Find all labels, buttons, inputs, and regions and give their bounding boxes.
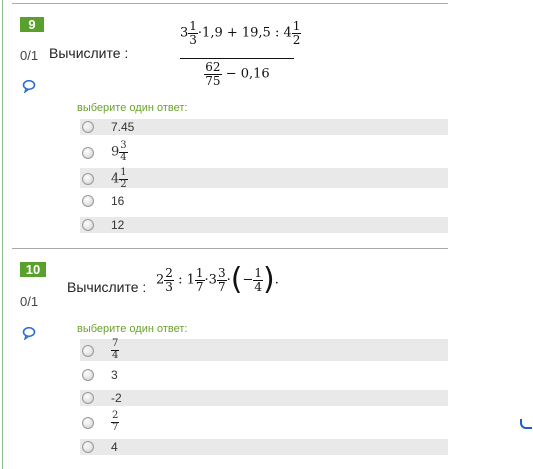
option-label: 3 [111, 368, 118, 382]
expr-term: 2 [156, 272, 165, 288]
expr-numerator: 3 [217, 265, 226, 280]
expr-denominator: 3 [189, 32, 197, 47]
expr-denominator: 2 [292, 32, 301, 47]
radio-button[interactable] [82, 417, 94, 429]
question-prompt: Вычислите : [49, 45, 129, 61]
option-denominator: 2 [120, 178, 127, 190]
answer-option[interactable] [80, 119, 448, 135]
option-label [111, 411, 119, 433]
radio-button[interactable] [82, 219, 94, 231]
question-divider [12, 248, 448, 249]
option-numerator: 2 [112, 410, 119, 421]
option-whole: 4 [111, 171, 120, 187]
radio-button[interactable] [82, 441, 94, 453]
answer-option[interactable] [80, 168, 448, 188]
expr-operator: · [226, 272, 231, 288]
answer-option[interactable] [80, 193, 448, 209]
comment-icon[interactable] [22, 79, 36, 93]
expr-paren: ) [262, 262, 275, 297]
left-border [2, 0, 3, 469]
option-label [111, 141, 128, 163]
answer-hint: выберите один ответ: [77, 323, 188, 335]
radio-button[interactable] [82, 345, 94, 357]
expr-term: 3 [208, 272, 217, 288]
answer-option[interactable] [80, 217, 448, 233]
expr-numerator: 1 [254, 265, 262, 280]
expr-denominator: 7 [195, 279, 204, 294]
option-whole: 9 [111, 144, 120, 160]
expr-denominator: 7 [217, 279, 226, 294]
expr-numerator: 1 [195, 265, 204, 280]
answer-option[interactable] [80, 439, 448, 455]
answer-option[interactable] [80, 140, 448, 163]
radio-button[interactable] [82, 147, 94, 159]
top-divider [12, 3, 448, 4]
expr-numerator: 1 [189, 19, 197, 33]
option-numerator: 7 [112, 338, 119, 349]
expr-term: − 0,16 [225, 66, 270, 82]
option-label: -2 [111, 391, 122, 405]
expr-denominator: 4 [254, 279, 262, 294]
option-label [111, 168, 128, 190]
option-label: 12 [111, 218, 125, 232]
expr-numerator: 62 [205, 60, 221, 74]
expr-denominator: 75 [205, 73, 221, 88]
expr-term: ·1,9 + 19,5 : 4 [197, 25, 292, 41]
radio-button[interactable] [82, 173, 94, 185]
radio-button[interactable] [82, 369, 94, 381]
option-denominator: 7 [112, 421, 119, 433]
question-prompt: Вычислите : [67, 279, 147, 295]
answer-option[interactable] [80, 339, 448, 361]
expr-term: 3 [180, 25, 189, 41]
option-denominator: 4 [120, 151, 127, 163]
question-number-badge: 10 [20, 262, 46, 277]
expr-paren: ( [230, 262, 243, 297]
expr-term: 1 [186, 272, 195, 288]
expr-operator: : [178, 272, 183, 288]
expr-operator: · [204, 272, 209, 288]
question-expression [180, 19, 301, 88]
radio-button[interactable] [82, 121, 94, 133]
expr-numerator: 1 [292, 19, 301, 33]
option-label: 4 [111, 440, 118, 454]
option-label: 16 [111, 194, 125, 208]
question-score: 0/1 [20, 48, 39, 63]
question-expression [156, 262, 279, 297]
option-numerator: 1 [120, 167, 127, 178]
expr-operator: − [242, 272, 254, 288]
question-score: 0/1 [20, 294, 39, 309]
answer-hint: выберите один ответ: [77, 102, 188, 114]
option-label [111, 339, 119, 361]
radio-button[interactable] [82, 195, 94, 207]
answer-option[interactable] [80, 390, 448, 406]
answer-option[interactable] [80, 367, 448, 383]
option-denominator: 4 [112, 349, 119, 361]
scroll-marker-icon [520, 419, 532, 429]
option-numerator: 3 [120, 140, 127, 151]
option-label: 7.45 [111, 120, 135, 134]
question-number-badge: 9 [20, 17, 44, 32]
answer-option[interactable] [80, 411, 448, 433]
expr-term: . [274, 272, 279, 288]
radio-button[interactable] [82, 392, 94, 404]
comment-icon[interactable] [22, 326, 36, 340]
expr-numerator: 2 [165, 265, 173, 280]
expr-denominator: 3 [165, 279, 173, 294]
